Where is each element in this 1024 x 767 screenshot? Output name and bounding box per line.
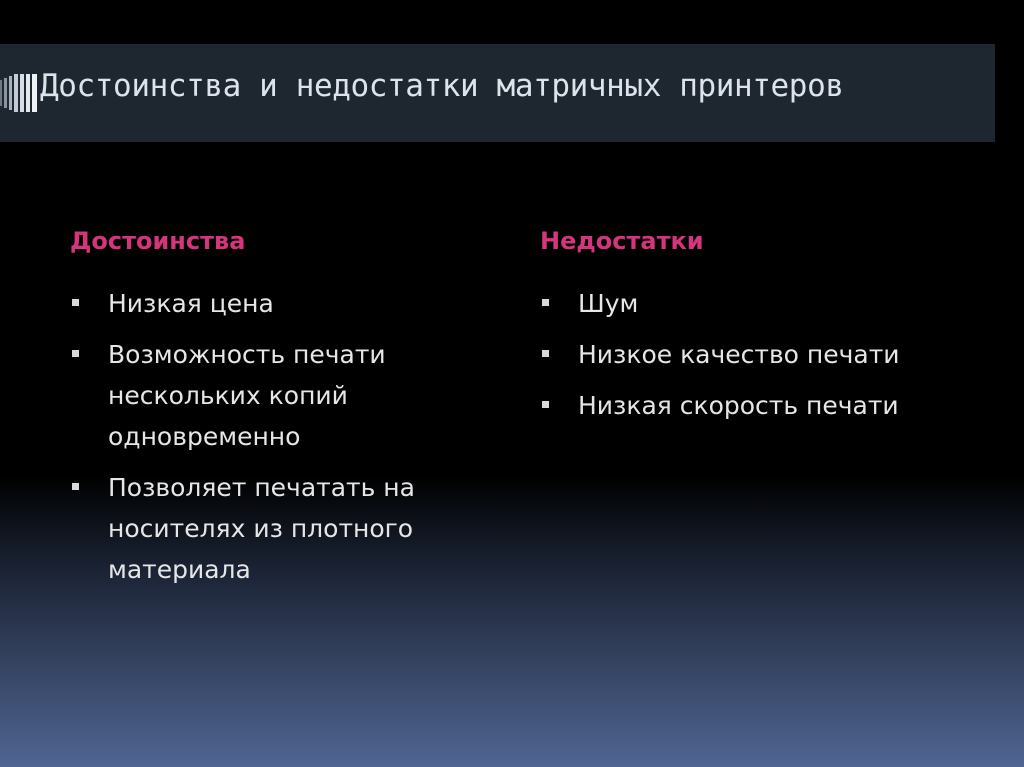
- square-bullet-icon: [72, 299, 79, 306]
- disadvantages-column: [540, 221, 980, 436]
- list-item: [70, 283, 470, 324]
- square-bullet-icon: [72, 350, 79, 357]
- advantages-column: [70, 221, 470, 600]
- disadvantages-list: [540, 283, 980, 426]
- list-item-text: Возможность печати нескольких копий одновременно: [108, 340, 386, 451]
- advantages-list: [70, 283, 470, 590]
- list-item-text: Низкое качество печати: [578, 340, 900, 369]
- list-item: [540, 283, 980, 324]
- title-bar: [0, 44, 995, 142]
- slide-title: Достоинства и недостатки матричных принтеров: [40, 68, 844, 104]
- advantages-heading: Достоинства: [70, 227, 246, 255]
- list-item: [70, 467, 470, 590]
- disadvantages-heading: Недостатки: [540, 227, 704, 255]
- list-item-text: Низкая цена: [108, 289, 274, 318]
- list-item-text: Шум: [578, 289, 639, 318]
- square-bullet-icon: [542, 299, 549, 306]
- square-bullet-icon: [542, 401, 549, 408]
- list-item-text: Низкая скорость печати: [578, 391, 899, 420]
- list-item: [70, 334, 470, 457]
- square-bullet-icon: [542, 350, 549, 357]
- square-bullet-icon: [72, 483, 79, 490]
- list-item: [540, 334, 980, 375]
- list-item: [540, 385, 980, 426]
- list-item-text: Позволяет печатать на носителях из плотного материала: [108, 473, 415, 584]
- title-stripes-decoration: [0, 74, 40, 112]
